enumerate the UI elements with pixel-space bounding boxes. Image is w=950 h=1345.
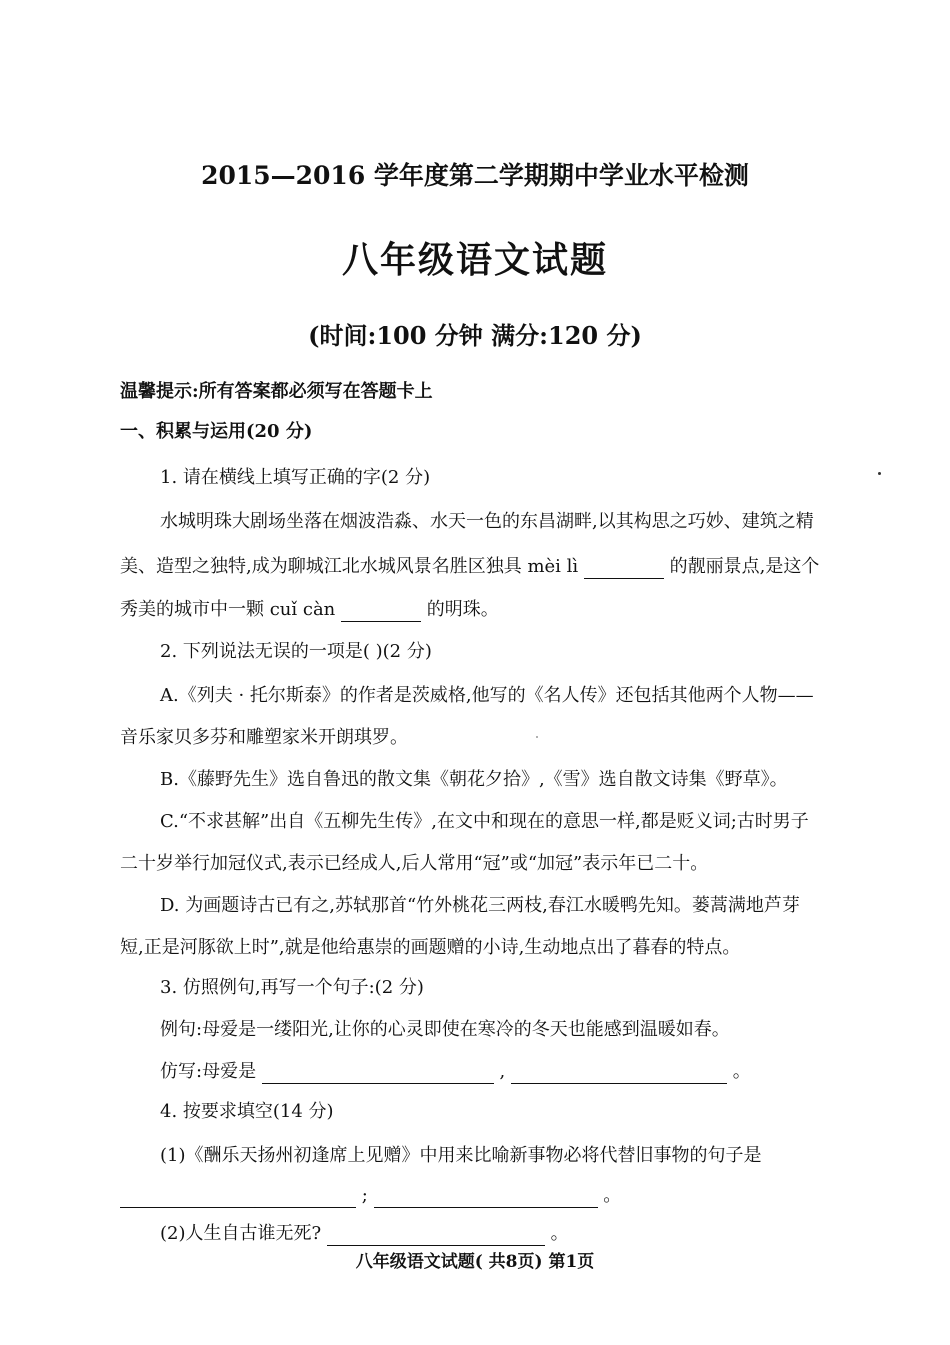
q1-line3-after-blank: 的明珠。: [426, 599, 499, 620]
q3-period: 。: [732, 1061, 751, 1082]
page-footer: 八年级语文试题( 共8页) 第1页: [355, 1252, 595, 1272]
q4-sub2-label: (2)人生自古谁无死?: [160, 1223, 322, 1244]
q1-text-line1: 水城明珠大剧场坐落在烟波浩淼、水天一色的东昌湖畔,以其构思之巧妙、建筑之精: [160, 511, 814, 532]
q2-option-a-line1: A.《列夫 · 托尔斯泰》的作者是茨威格,他写的《名人传》还包括其他两个人物——: [160, 685, 814, 706]
q4-sub1-answer-row: [120, 1184, 621, 1208]
q3-prompt: 3. 仿照例句,再写一个句子:(2 分): [160, 977, 424, 998]
q4-sub1-separator: ;: [361, 1185, 368, 1206]
q2-option-d-line2: 短,正是河豚欲上时”,就是他给惠崇的画题赠的小诗,生动地点出了暮春的特点。: [120, 937, 741, 958]
answer-blank[interactable]: [584, 560, 664, 579]
exam-time-score: (时间:100 分钟 满分:120 分): [308, 321, 642, 350]
q1-prompt: 1. 请在横线上填写正确的字(2 分): [160, 467, 431, 488]
q3-imitate-row: [160, 1060, 751, 1084]
q1-text-line2: [120, 555, 819, 579]
scan-speck: [878, 472, 881, 475]
exam-period-title: 2015—2016 学年度第二学期期中学业水平检测: [201, 161, 749, 190]
q2-option-a-line2: 音乐家贝多芬和雕塑家米开朗琪罗。: [120, 727, 408, 748]
warm-tip: 温馨提示:所有答案都必须写在答题卡上: [120, 381, 433, 402]
q3-imitate-label: 仿写:母爱是: [160, 1061, 257, 1082]
q2-option-b: B.《藤野先生》选自鲁迅的散文集《朝花夕拾》,《雪》选自散文诗集《野草》。: [160, 769, 788, 790]
q3-example: 例句:母爱是一缕阳光,让你的心灵即使在寒冷的冬天也能感到温暖如春。: [160, 1019, 730, 1040]
answer-blank[interactable]: [511, 1065, 727, 1084]
answer-blank[interactable]: [327, 1227, 545, 1246]
q2-prompt: 2. 下列说法无误的一项是( )(2 分): [160, 641, 432, 662]
q2-option-c-line1: C.“不求甚解”出自《五柳先生传》,在文中和现在的意思一样,都是贬义词;古时男子: [160, 811, 809, 832]
q1-line2-after-blank: 的靓丽景点,是这个: [669, 556, 820, 577]
scan-speck: [536, 736, 538, 738]
q4-sub1-prompt: (1)《酬乐天扬州初逢席上见赠》中用来比喻新事物必将代替旧事物的句子是: [160, 1145, 762, 1166]
exam-subject-title: 八年级语文试题: [341, 239, 608, 281]
q4-sub2-row: [160, 1222, 569, 1246]
q4-sub1-end: 。: [603, 1185, 622, 1206]
q3-comma: ,: [499, 1061, 506, 1082]
q1-line2-before-blank: 美、造型之独特,成为聊城江北水城风景名胜区独具 mèi lì: [120, 556, 579, 577]
section-heading: 一、积累与运用(20 分): [120, 421, 313, 442]
q1-line3-before-blank: 秀美的城市中一颗 cuǐ càn: [120, 599, 336, 620]
q2-option-d-line1: D. 为画题诗古已有之,苏轼那首“竹外桃花三两枝,春江水暖鸭先知。蒌蒿满地芦芽: [160, 895, 800, 916]
answer-blank[interactable]: [262, 1065, 494, 1084]
q1-text-line3: [120, 598, 499, 622]
answer-blank[interactable]: [374, 1189, 598, 1208]
q4-sub2-end: 。: [550, 1223, 569, 1244]
answer-blank[interactable]: [341, 603, 421, 622]
answer-blank[interactable]: [120, 1189, 356, 1208]
q4-prompt: 4. 按要求填空(14 分): [160, 1101, 334, 1122]
q2-option-c-line2: 二十岁举行加冠仪式,表示已经成人,后人常用“冠”或“加冠”表示年已二十。: [120, 853, 709, 874]
